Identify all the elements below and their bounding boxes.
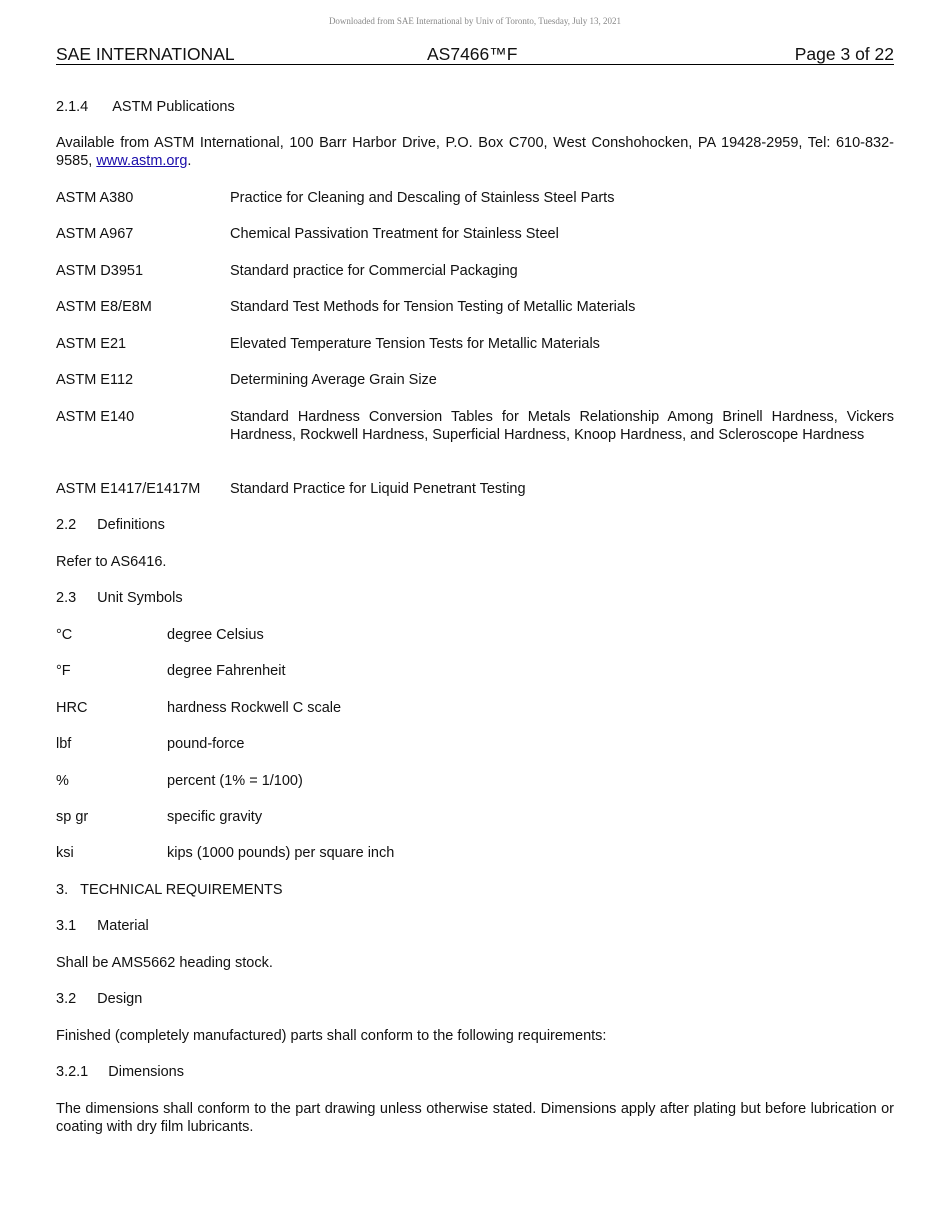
reference-code: ASTM A380 bbox=[56, 190, 134, 206]
unit-symbol: °F bbox=[56, 663, 71, 679]
reference-row bbox=[56, 335, 894, 353]
section-heading-3 bbox=[56, 881, 894, 899]
section-number: 3.2.1 bbox=[56, 1064, 89, 1080]
reference-row bbox=[56, 225, 894, 243]
header-org: SAE INTERNATIONAL bbox=[56, 44, 235, 64]
unit-meaning: degree Celsius bbox=[167, 627, 264, 643]
section-heading-2-3 bbox=[56, 589, 894, 607]
astm-intro-paragraph bbox=[56, 134, 894, 170]
unit-symbol-row bbox=[56, 699, 894, 717]
unit-symbol: ksi bbox=[56, 845, 74, 861]
download-note: Downloaded from SAE International by Univ of Toronto, Tuesday, July 13, 2021 bbox=[328, 16, 622, 26]
dimensions-paragraph: The dimensions shall conform to the part drawing unless otherwise stated. Dimensions apply after plating but before lubrication or coating with dry film lubricants. bbox=[56, 1101, 894, 1135]
reference-title: Standard Test Methods for Tension Testing of Metallic Materials bbox=[230, 299, 636, 315]
section-heading-3-2 bbox=[56, 990, 894, 1008]
section-title: TECHNICAL REQUIREMENTS bbox=[80, 882, 283, 898]
unit-symbol: lbf bbox=[56, 736, 72, 752]
section-number: 2.2 bbox=[56, 517, 77, 533]
reference-code: ASTM E112 bbox=[56, 372, 134, 388]
header-doc-number: AS7466™F bbox=[427, 44, 518, 64]
reference-row bbox=[56, 371, 894, 389]
reference-row bbox=[56, 262, 894, 280]
section-number: 3.2 bbox=[56, 991, 77, 1007]
unit-symbol: HRC bbox=[56, 700, 88, 716]
unit-meaning: pound-force bbox=[167, 736, 245, 752]
section-title: Material bbox=[97, 918, 149, 934]
section-number: 3. bbox=[56, 882, 69, 898]
header-page-number: Page 3 of 22 bbox=[794, 44, 894, 64]
unit-symbol-row bbox=[56, 772, 894, 790]
reference-title: Elevated Temperature Tension Tests for Metallic Materials bbox=[230, 336, 600, 352]
reference-row bbox=[56, 480, 894, 498]
material-paragraph: Shall be AMS5662 heading stock. bbox=[56, 955, 273, 971]
unit-symbol: % bbox=[56, 773, 69, 789]
unit-meaning: specific gravity bbox=[167, 809, 263, 825]
reference-title: Chemical Passivation Treatment for Stainless Steel bbox=[230, 226, 559, 242]
section-title: ASTM Publications bbox=[112, 99, 235, 115]
definitions-paragraph: Refer to AS6416. bbox=[56, 554, 167, 570]
reference-title: Practice for Cleaning and Descaling of Stainless Steel Parts bbox=[230, 190, 615, 206]
unit-symbol-row bbox=[56, 626, 894, 644]
unit-symbol-row bbox=[56, 844, 894, 862]
unit-symbol-row bbox=[56, 808, 894, 826]
reference-title: Determining Average Grain Size bbox=[230, 372, 437, 388]
unit-meaning: hardness Rockwell C scale bbox=[167, 700, 342, 716]
reference-title: Standard practice for Commercial Packaging bbox=[230, 263, 518, 279]
section-number: 2.1.4 bbox=[56, 99, 89, 115]
unit-symbol: °C bbox=[56, 627, 73, 643]
unit-meaning: percent (1% = 1/100) bbox=[167, 773, 303, 789]
reference-code: ASTM E140 bbox=[56, 409, 135, 425]
unit-meaning: degree Fahrenheit bbox=[167, 663, 286, 679]
reference-row bbox=[56, 408, 894, 462]
reference-title: Standard Hardness Conversion Tables for Metals Relationship Among Brinell Hardness, Vickers Hardness, Rockwell Hardness, Superficial Hardness, Knoop Hardness, and Scleroscope Hardness bbox=[230, 409, 894, 443]
section-number: 2.3 bbox=[56, 590, 77, 606]
reference-title: Standard Practice for Liquid Penetrant Testing bbox=[230, 481, 526, 497]
section-heading-3-1 bbox=[56, 917, 894, 935]
unit-symbol-row bbox=[56, 662, 894, 680]
reference-code: ASTM E1417/E1417M bbox=[56, 481, 201, 497]
reference-code: ASTM E8/E8M bbox=[56, 299, 152, 315]
unit-symbol: sp gr bbox=[56, 809, 89, 825]
unit-meaning: kips (1000 pounds) per square inch bbox=[167, 845, 395, 861]
section-heading-2-1-4 bbox=[56, 98, 894, 116]
reference-code: ASTM D3951 bbox=[56, 263, 144, 279]
page-header bbox=[56, 44, 894, 65]
section-title: Dimensions bbox=[108, 1064, 184, 1080]
reference-row bbox=[56, 298, 894, 316]
astm-intro-tail: . bbox=[187, 153, 192, 169]
reference-code: ASTM E21 bbox=[56, 336, 127, 352]
section-heading-2-2 bbox=[56, 516, 894, 534]
section-title: Definitions bbox=[97, 517, 165, 533]
astm-website-link[interactable]: www.astm.org bbox=[96, 153, 188, 169]
section-number: 3.1 bbox=[56, 918, 77, 934]
reference-row bbox=[56, 189, 894, 207]
section-title: Unit Symbols bbox=[97, 590, 183, 606]
design-paragraph: Finished (completely manufactured) parts shall conform to the following requirements: bbox=[56, 1028, 607, 1044]
section-heading-3-2-1 bbox=[56, 1063, 894, 1081]
unit-symbol-row bbox=[56, 735, 894, 753]
section-title: Design bbox=[97, 991, 143, 1007]
astm-intro-text: Available from ASTM International, 100 Barr Harbor Drive, P.O. Box C700, West Conshohocken, PA 19428-2959, Tel: 610-832-9585, bbox=[56, 135, 894, 169]
reference-code: ASTM A967 bbox=[56, 226, 134, 242]
